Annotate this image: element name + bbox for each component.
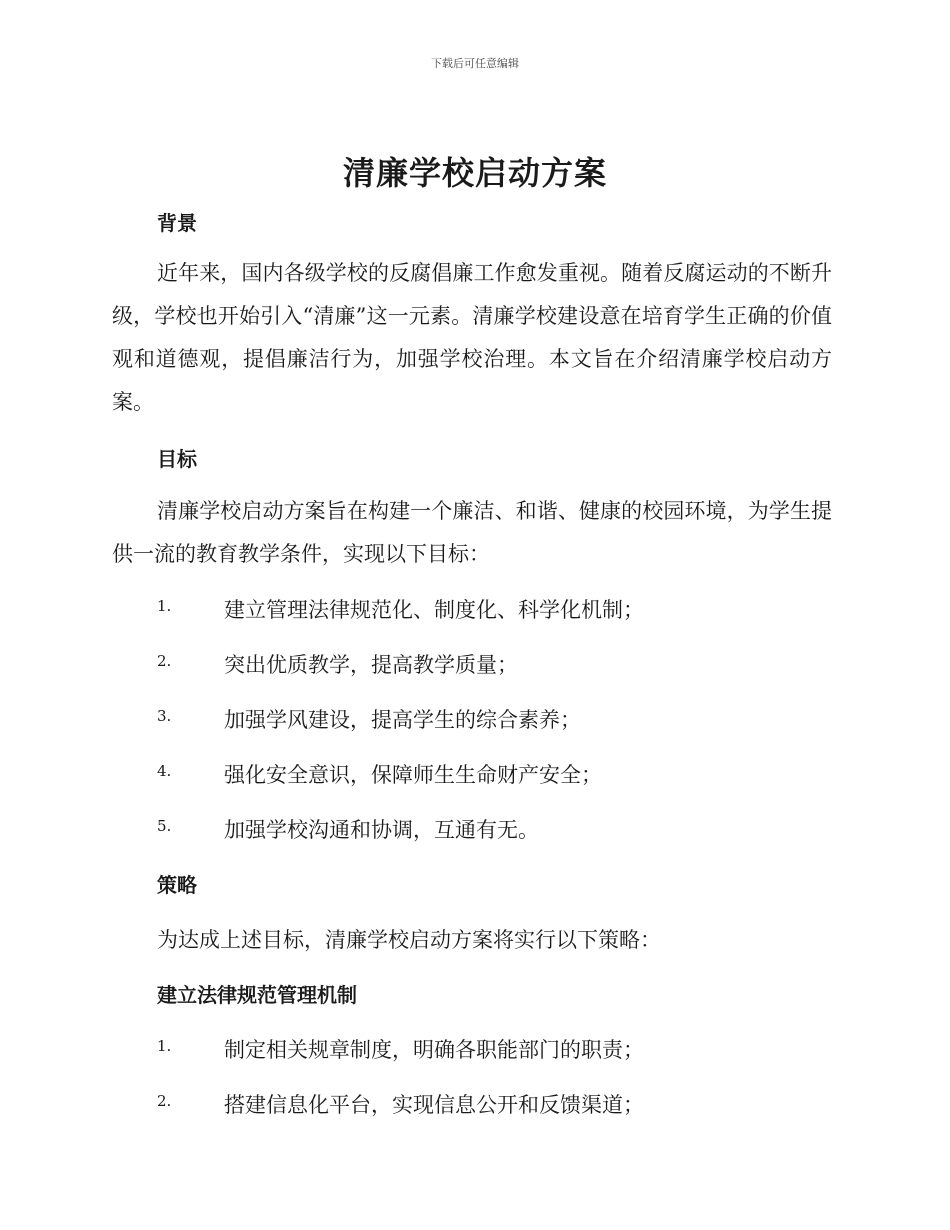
strategy-intro: 为达成上述目标，清廉学校启动方案将实行以下策略： [157, 928, 661, 952]
document-title: 清廉学校启动方案 [342, 154, 607, 192]
list-number: 4. [157, 762, 172, 780]
heading-strategy: 策略 [157, 873, 197, 897]
list-text: 强化安全意识，保障师生生命财产安全； [224, 763, 602, 787]
list-number: 5. [157, 817, 172, 835]
list-number: 2. [157, 652, 172, 670]
list-text: 建立管理法律规范化、制度化、科学化机制； [224, 598, 644, 622]
list-text: 突出优质教学，提高教学质量； [224, 653, 518, 677]
list-number: 1. [157, 1037, 172, 1055]
heading-goals: 目标 [157, 447, 197, 471]
paragraph-background: 近年来，国内各级学校的反腐倡廉工作愈发重视。随着反腐运动的不断升级，学校也开始引入“清廉”这一元素。清廉学校建设意在培育学生正确的价值观和道德观，提倡廉洁行为，加强学校治理。本文旨在介绍清廉学校启动方案。 [112, 261, 832, 414]
list-text: 制定相关规章制度，明确各职能部门的职责； [224, 1038, 644, 1062]
list-text: 加强学风建设，提高学生的综合素养； [224, 708, 581, 732]
header-note: 下载后可任意编辑 [431, 57, 519, 70]
list-number: 2. [157, 1092, 172, 1110]
list-text: 加强学校沟通和协调，互通有无。 [224, 818, 539, 842]
paragraph-goals: 清廉学校启动方案旨在构建一个廉洁、和谐、健康的校园环境，为学生提供一流的教育教学条件，实现以下目标： [112, 499, 832, 566]
list-number: 3. [157, 707, 172, 725]
list-text: 搭建信息化平台，实现信息公开和反馈渠道； [224, 1093, 644, 1117]
heading-background: 背景 [157, 211, 197, 235]
subheading-legal-mechanism: 建立法律规范管理机制 [157, 983, 357, 1007]
list-number: 1. [157, 597, 172, 615]
